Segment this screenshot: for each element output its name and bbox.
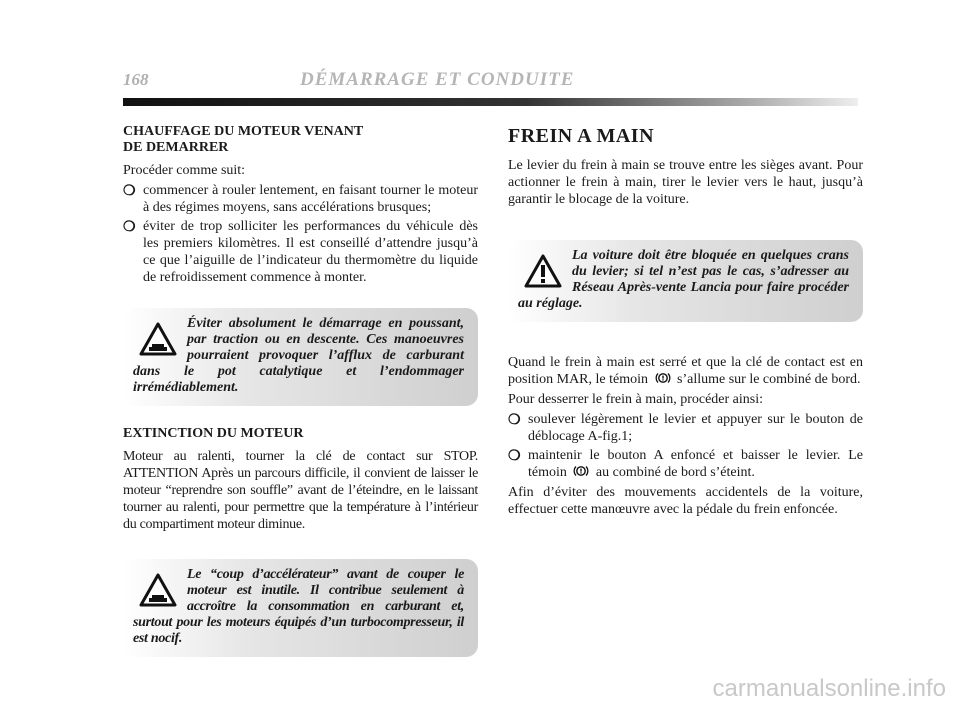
warmup-intro: Procéder comme suit: [123,163,246,178]
list-item [508,447,863,481]
list-item-text: soulever légèrement le levier et appuyer sur le bouton de déblocage A-fig.1; [528,412,863,444]
bullet-icon: ❍ [123,184,136,199]
warning-text: Éviter absolument le démarrage en poussant, par traction ou en descente. Ces manoeuvres pourraient provoquer l’afflux de carburant dans le pot catalytique et l’endommager irrémédiablement. [133,316,464,395]
warning-triangle-icon [139,573,177,607]
list-item-text-before: maintenir le bouton A enfoncé et baisser le levier. Le témoin [528,448,863,480]
warning-triangle-icon [524,254,562,288]
list-item [123,218,478,286]
list-item-text: commencer à rouler lentement, en faisant tourner le moteur à des régimes moyens, sans accélérations brusques; [143,183,478,215]
warning-triangle-icon [139,322,177,356]
warmup-heading-line2: DE DEMARRER [123,140,229,155]
lamp-text-after: s’allume sur le combiné de bord. [677,372,861,387]
list-item [123,182,478,216]
warning-text: Le “coup d’accélérateur” avant de couper le moteur est inutile. Il contribue seulement à accroître la consommation en carburant et, surtout pour les moteurs équipés d’un turbocompresseur, il est nocif. [133,567,464,646]
right-column [508,124,863,521]
lamp-paragraph [508,354,863,388]
warmup-heading [123,124,478,156]
warning-box-push-start [123,308,478,406]
list-item-text: éviter de trop solliciter les performances du véhicule dès les premiers kilomètres. Il est conseillé d’attendre jusqu’à ce que l’aiguille de l’indicateur du thermomètre du liquide de refroidissement commence à monter. [143,219,478,285]
bullet-icon: ❍ [508,413,521,428]
warmup-list [123,182,478,286]
bullet-icon: ❍ [123,220,136,235]
lamp-text-before: Quand le frein à main est serré et que la clé de contact est en position MAR, le témoin [508,355,863,387]
page-number: 168 [123,70,149,89]
warmup-heading-line1: CHAUFFAGE DU MOTEUR VENANT [123,124,364,139]
top-rule [123,98,858,106]
left-column [123,124,478,677]
warning-box-handbrake [508,240,863,322]
handbrake-heading: FREIN A MAIN [508,125,655,147]
closing-text: Afin d’éviter des mouvements accidentels de la voiture, effectuer cette manœuvre avec la pédale du frein enfoncée. [508,485,863,517]
list-item [508,411,863,445]
warning-text: La voiture doit être bloquée en quelques crans du levier; si tel n’est pas le cas, s’adresser au Réseau Après-vente Lancia pour faire procéder au réglage. [518,248,849,311]
brake-warning-lamp-icon [655,371,671,385]
brake-warning-lamp-icon [573,464,589,478]
release-list [508,411,863,481]
handbrake-intro: Le levier du frein à main se trouve entre les sièges avant. Pour actionner le frein à main, tirer le levier vers le haut, jusqu’à garantir le blocage de la voiture. [508,158,863,207]
warning-box-throttle [123,559,478,657]
release-intro: Pour desserrer le frein à main, procéder ainsi: [508,392,764,407]
watermark: carmanualsonline.info [712,675,946,702]
bullet-icon: ❍ [508,449,521,464]
running-head: DÉMARRAGE ET CONDUITE [300,69,575,90]
stop-text: Moteur au ralenti, tourner la clé de contact sur STOP. ATTENTION Après un parcours difficile, il convient de laisser le moteur “reprendre son souffle” avant de l’éteindre, en le laissant tourner au ralenti, pour permettre que la température à l’intérieur du compartiment moteur diminue. [123,449,478,532]
list-item-text-after: au combiné de bord s’éteint. [595,465,755,480]
stop-heading: EXTINCTION DU MOTEUR [123,426,304,441]
